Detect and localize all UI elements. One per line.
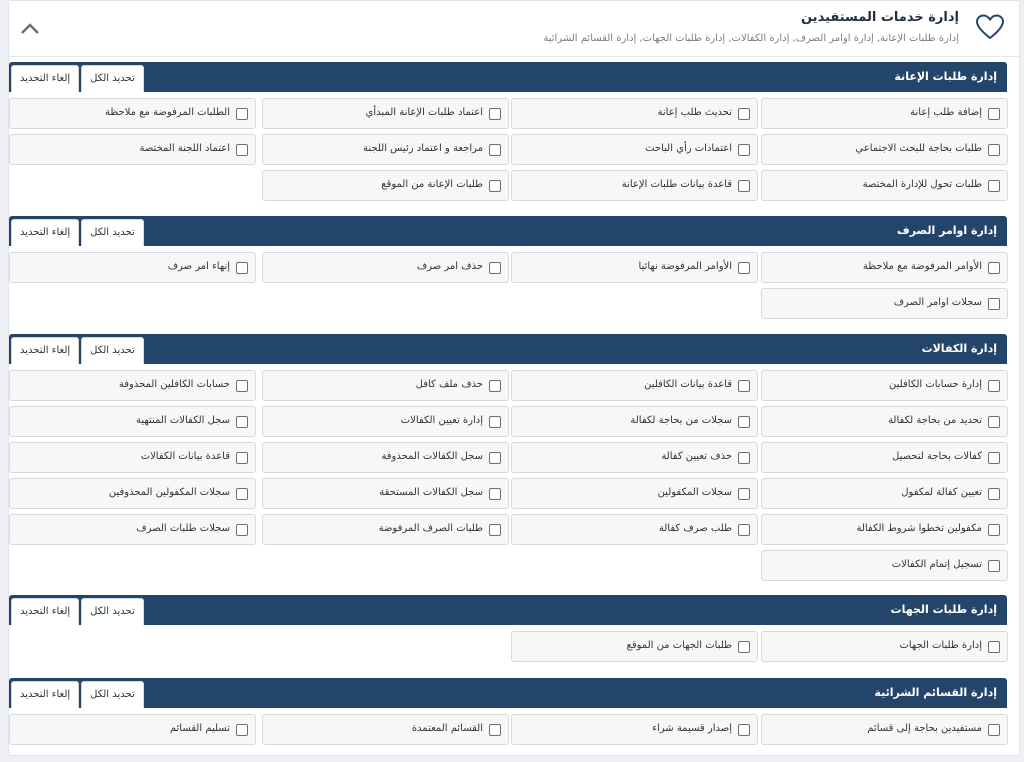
permission-item[interactable]: [9, 134, 256, 165]
permission-label: طلبات بحاجة للبحث الاجتماعي: [855, 143, 982, 154]
checkbox[interactable]: [236, 144, 248, 156]
permission-item[interactable]: [262, 406, 509, 437]
permission-label: حذف امر صرف: [416, 261, 483, 272]
permission-item[interactable]: [761, 714, 1008, 745]
permissions-grid: [9, 631, 1007, 667]
permission-label: إصدار قسيمة شراء: [652, 723, 732, 734]
permission-item[interactable]: [9, 514, 256, 545]
checkbox[interactable]: [988, 380, 1000, 392]
select-all-tab[interactable]: تحديد الكل: [81, 337, 144, 364]
permission-label: الطلبات المرفوضة مع ملاحظة: [104, 107, 230, 118]
checkbox[interactable]: [236, 262, 248, 274]
section-4: [9, 595, 1007, 667]
permission-label: مستفيدين بحاجة إلى قسائم: [867, 723, 982, 734]
permission-label: الأوامر المرفوضة مع ملاحظة: [862, 261, 982, 272]
permission-label: طلب صرف كفالة: [658, 523, 732, 534]
section-5: [9, 678, 1007, 750]
checkbox[interactable]: [489, 144, 501, 156]
permission-item[interactable]: [511, 370, 758, 401]
section-title: إدارة طلبات الجهات: [890, 603, 997, 616]
deselect-all-tab[interactable]: إلغاء التحديد: [11, 337, 79, 364]
select-all-tab[interactable]: تحديد الكل: [81, 598, 144, 625]
section-header: [9, 216, 1007, 246]
section-tabs: [11, 337, 146, 364]
checkbox[interactable]: [738, 724, 750, 736]
permission-label: تعيين كفالة لمكفول: [901, 487, 982, 498]
permission-item[interactable]: [9, 252, 256, 283]
checkbox[interactable]: [988, 560, 1000, 572]
permission-item[interactable]: [511, 442, 758, 473]
checkbox[interactable]: [988, 180, 1000, 192]
permission-label: اعتماد طلبات الإعانة المبدأي: [365, 107, 483, 118]
permission-item[interactable]: [761, 288, 1008, 319]
section-title: إدارة الكفالات: [921, 342, 997, 355]
permission-item[interactable]: [511, 170, 758, 201]
permission-label: سجلات المكفولين المحذوفين: [108, 487, 230, 498]
permission-label: حذف ملف كافل: [415, 379, 483, 390]
permission-item[interactable]: [9, 98, 256, 129]
permission-item[interactable]: [9, 370, 256, 401]
checkbox[interactable]: [988, 262, 1000, 274]
permission-item[interactable]: [511, 406, 758, 437]
permission-label: سجل الكفالات المنتهية: [136, 415, 230, 426]
permission-item[interactable]: [761, 631, 1008, 662]
permission-item[interactable]: [262, 370, 509, 401]
permission-item[interactable]: [511, 98, 758, 129]
checkbox[interactable]: [236, 452, 248, 464]
section-header: [9, 334, 1007, 364]
checkbox[interactable]: [489, 180, 501, 192]
permission-label: طلبات الصرف المرفوضة: [378, 523, 483, 534]
section-title: إدارة اوامر الصرف: [896, 224, 997, 237]
checkbox[interactable]: [738, 416, 750, 428]
permission-item[interactable]: [761, 406, 1008, 437]
page-title: إدارة خدمات المستفيدين: [800, 10, 959, 25]
checkbox[interactable]: [236, 724, 248, 736]
checkbox[interactable]: [988, 298, 1000, 310]
checkbox[interactable]: [988, 144, 1000, 156]
checkbox[interactable]: [988, 724, 1000, 736]
permission-label: مراجعة و اعتماد رئيس اللجنة: [363, 143, 483, 154]
permission-label: سجل الكفالات المحذوفة: [381, 451, 483, 462]
checkbox[interactable]: [988, 108, 1000, 120]
permission-label: طلبات تحول للإدارة المختصة: [862, 179, 982, 190]
permission-label: إضافة طلب إعانة: [910, 107, 982, 118]
section-tabs: [11, 681, 146, 708]
permission-label: حذف تعيين كفالة: [661, 451, 732, 462]
permission-item[interactable]: [9, 714, 256, 745]
checkbox[interactable]: [738, 524, 750, 536]
permission-item[interactable]: [761, 98, 1008, 129]
permission-label: سجلات طلبات الصرف: [136, 523, 230, 534]
select-all-tab[interactable]: تحديد الكل: [81, 65, 144, 92]
permission-label: إدارة طلبات الجهات: [899, 640, 982, 651]
checkbox[interactable]: [988, 416, 1000, 428]
permission-label: قاعدة بيانات الكفالات: [140, 451, 230, 462]
checkbox[interactable]: [738, 452, 750, 464]
permission-label: القسائم المعتمدة: [411, 723, 483, 734]
permission-item[interactable]: [9, 478, 256, 509]
permission-item[interactable]: [262, 714, 509, 745]
permission-label: مكفولين تخطوا شروط الكفالة: [856, 523, 982, 534]
permission-label: سجلات المكفولين: [657, 487, 732, 498]
permission-label: اعتمادات رأي الباحث: [645, 143, 732, 154]
deselect-all-tab[interactable]: إلغاء التحديد: [11, 65, 79, 92]
permission-label: الأوامر المرفوضة نهائيا: [638, 261, 732, 272]
checkbox[interactable]: [988, 524, 1000, 536]
checkbox[interactable]: [236, 380, 248, 392]
checkbox[interactable]: [489, 524, 501, 536]
deselect-all-tab[interactable]: إلغاء التحديد: [11, 598, 79, 625]
checkbox[interactable]: [738, 262, 750, 274]
permission-item[interactable]: [9, 442, 256, 473]
permission-item[interactable]: [761, 134, 1008, 165]
deselect-all-tab[interactable]: إلغاء التحديد: [11, 219, 79, 246]
checkbox[interactable]: [489, 452, 501, 464]
permission-item[interactable]: [262, 134, 509, 165]
permission-item[interactable]: [262, 478, 509, 509]
permission-item[interactable]: [262, 442, 509, 473]
checkbox[interactable]: [489, 724, 501, 736]
checkbox[interactable]: [236, 108, 248, 120]
checkbox[interactable]: [738, 144, 750, 156]
permission-item[interactable]: [9, 406, 256, 437]
permission-label: إدارة تعيين الكفالات: [400, 415, 483, 426]
checkbox[interactable]: [489, 416, 501, 428]
permission-label: قاعدة بيانات الكافلين: [644, 379, 732, 390]
section-tabs: [11, 65, 146, 92]
permission-label: إدارة حسابات الكافلين: [889, 379, 982, 390]
deselect-all-tab[interactable]: إلغاء التحديد: [11, 681, 79, 708]
permission-label: طلبات الإعانة من الموقع: [381, 179, 483, 190]
checkbox[interactable]: [236, 416, 248, 428]
permissions-grid: [9, 714, 1007, 750]
section-header: [9, 678, 1007, 708]
permissions-grid: [9, 370, 1007, 586]
checkbox[interactable]: [988, 488, 1000, 500]
select-all-tab[interactable]: تحديد الكل: [81, 681, 144, 708]
checkbox[interactable]: [738, 180, 750, 192]
permission-item[interactable]: [761, 550, 1008, 581]
permission-label: تسجيل إتمام الكفالات: [891, 559, 982, 570]
select-all-tab[interactable]: تحديد الكل: [81, 219, 144, 246]
permission-label: سجلات اوامر الصرف: [893, 297, 982, 308]
heart-icon[interactable]: [975, 13, 1005, 41]
permission-label: تحديد من بحاجة لكفالة: [888, 415, 982, 426]
checkbox[interactable]: [738, 108, 750, 120]
permission-item[interactable]: [262, 514, 509, 545]
checkbox[interactable]: [738, 380, 750, 392]
permission-item[interactable]: [761, 442, 1008, 473]
permission-item[interactable]: [262, 98, 509, 129]
permission-item[interactable]: [262, 252, 509, 283]
permission-item[interactable]: [761, 370, 1008, 401]
permission-item[interactable]: [761, 514, 1008, 545]
permission-item[interactable]: [511, 631, 758, 662]
permissions-grid: [9, 98, 1007, 206]
permission-label: قاعدة بيانات طلبات الإعانة: [621, 179, 732, 190]
permission-item[interactable]: [761, 170, 1008, 201]
permission-label: طلبات الجهات من الموقع: [626, 640, 732, 651]
permission-item[interactable]: [262, 170, 509, 201]
permission-label: سجلات من بحاجة لكفالة: [630, 415, 732, 426]
section-1: [9, 62, 1007, 206]
checkbox[interactable]: [489, 262, 501, 274]
permission-item[interactable]: [761, 252, 1008, 283]
permission-label: حسابات الكافلين المحذوفة: [118, 379, 230, 390]
checkbox[interactable]: [738, 641, 750, 653]
checkbox[interactable]: [738, 488, 750, 500]
section-2: [9, 216, 1007, 324]
section-header: [9, 595, 1007, 625]
section-3: [9, 334, 1007, 586]
section-title: إدارة طلبات الإعانة: [894, 70, 997, 83]
chevron-up-icon[interactable]: [19, 21, 41, 37]
section-tabs: [11, 219, 146, 246]
permission-item[interactable]: [511, 134, 758, 165]
checkbox[interactable]: [988, 452, 1000, 464]
permission-label: كفالات بحاجة لتحصيل: [892, 451, 982, 462]
checkbox[interactable]: [489, 380, 501, 392]
permission-item[interactable]: [511, 478, 758, 509]
checkbox[interactable]: [489, 488, 501, 500]
section-title: إدارة القسائم الشرائية: [874, 686, 997, 699]
card-header: [9, 1, 1019, 57]
section-tabs: [11, 598, 146, 625]
permission-label: تسليم القسائم: [169, 723, 230, 734]
permission-label: إنهاء امر صرف: [167, 261, 230, 272]
permission-label: تحديث طلب إعانة: [657, 107, 732, 118]
permission-item[interactable]: [511, 714, 758, 745]
permissions-grid: [9, 252, 1007, 324]
permission-label: سجل الكفالات المستحقة: [379, 487, 483, 498]
checkbox[interactable]: [988, 641, 1000, 653]
checkbox[interactable]: [236, 488, 248, 500]
checkbox[interactable]: [236, 524, 248, 536]
checkbox[interactable]: [489, 108, 501, 120]
page-subtitle: إدارة طلبات الإعانة, إدارة اوامر الصرف, إدارة الكفالات, إدارة طلبات الجهات, إدارة القسائم الشرائية: [543, 33, 959, 44]
permission-item[interactable]: [511, 252, 758, 283]
permission-item[interactable]: [761, 478, 1008, 509]
permission-label: اعتماد اللجنة المختصة: [139, 143, 230, 154]
section-header: [9, 62, 1007, 92]
permission-item[interactable]: [511, 514, 758, 545]
